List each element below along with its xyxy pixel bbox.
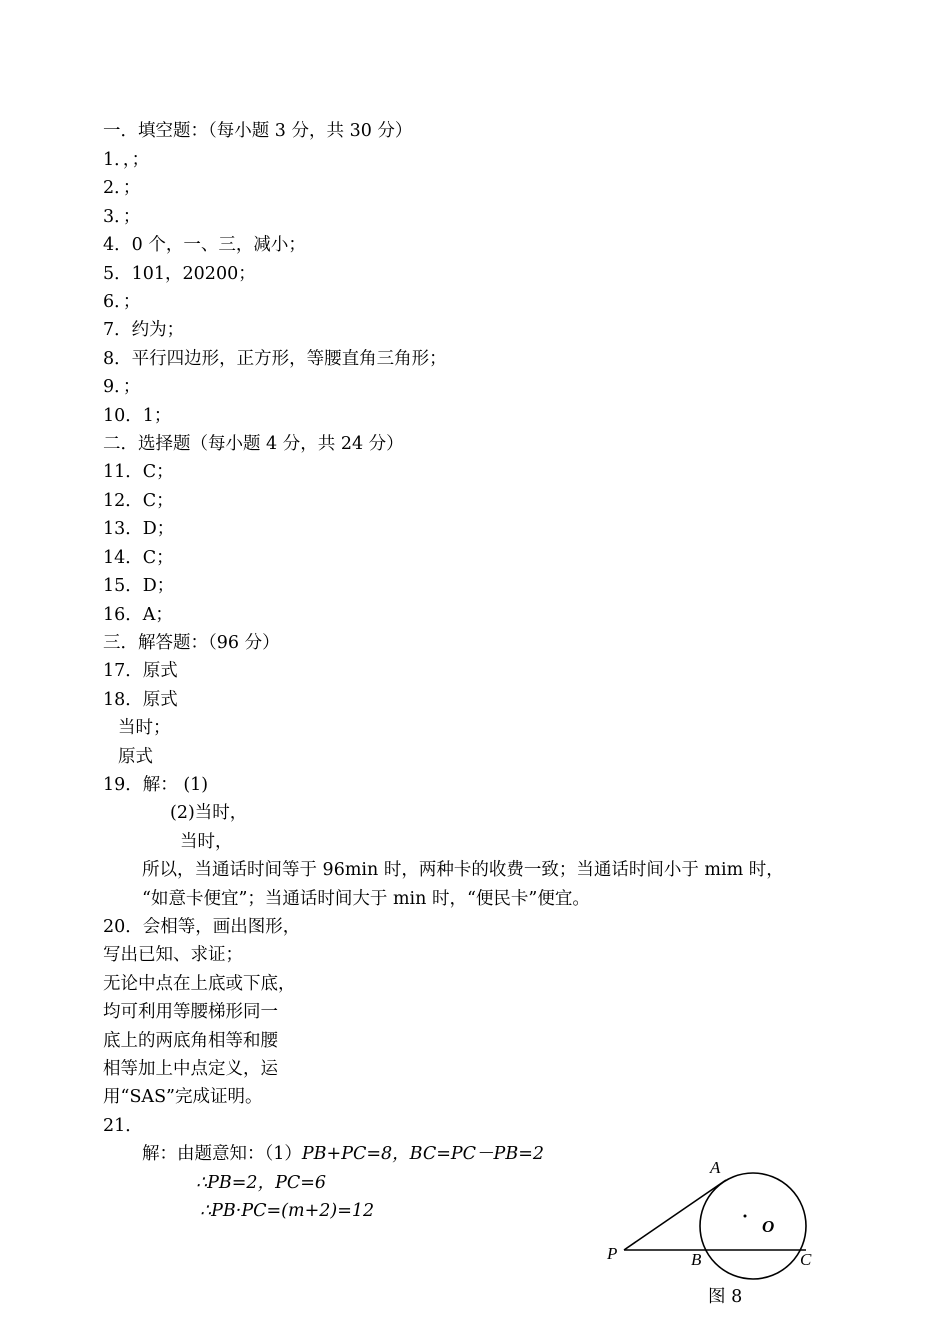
answer-21-line1-prefix: 解：由题意知：（1） (142, 1144, 302, 1164)
answer-20-line5: 底上的两底角相等和腰 (103, 1031, 278, 1051)
answer-19-line1: 19．解： (1) (103, 775, 209, 795)
answer-10: 10．1； (103, 406, 172, 426)
answer-7: 7．约为； (103, 320, 185, 340)
answer-3: 3．； (103, 207, 141, 227)
answer-16: 16．A； (103, 605, 173, 625)
section2-heading: 二．选择题（每小题 4 分，共 24 分） (103, 434, 404, 454)
answer-20-line1: 20．会相等，画出图形， (103, 917, 301, 937)
answer-11: 11．C； (103, 462, 174, 482)
tangent-line-pa (624, 1180, 726, 1250)
answer-17: 17．原式 (103, 661, 178, 681)
answer-2: 2．； (103, 178, 141, 198)
circle-o (700, 1173, 806, 1279)
answer-9: 9．； (103, 377, 141, 397)
answer-20-line3: 无论中点在上底或下底， (103, 974, 296, 994)
answer-4: 4．0 个，一、三，减小； (103, 235, 306, 255)
answer-15: 15．D； (103, 576, 175, 596)
answer-20-line6: 相等加上中点定义，运 (103, 1059, 278, 1079)
label-c: C (800, 1250, 812, 1269)
answer-19-line3: 当时， (180, 832, 233, 852)
answer-8: 8．平行四边形，正方形，等腰直角三角形； (103, 349, 447, 369)
answer-6: 6．； (103, 292, 141, 312)
answer-18-line3: 原式 (118, 747, 153, 767)
answer-21-line1-math: PB+PC=8，BC=PC－PB=2 (301, 1144, 544, 1164)
answer-19-line5: “如意卡便宜”；当通话时间大于 min 时，“便民卡”便宜。 (142, 889, 590, 909)
answer-20-line4: 均可利用等腰梯形同一 (103, 1002, 278, 1022)
answer-21-line1 (142, 1143, 544, 1165)
section1-heading: 一．填空题：（每小题 3 分，共 30 分） (103, 121, 413, 141)
label-o: O (762, 1217, 775, 1236)
answer-18-line1: 18．原式 (103, 690, 178, 710)
answer-20-line7: 用“SAS”完成证明。 (103, 1087, 263, 1107)
center-point (744, 1215, 747, 1218)
answer-18-line2: 当时； (118, 718, 171, 738)
figure-8-caption: 图 8 (708, 1287, 743, 1307)
label-p: P (607, 1244, 618, 1263)
answer-13: 13．D； (103, 519, 175, 539)
answer-21-number: 21． (103, 1116, 143, 1136)
answer-5: 5．101，20200； (103, 264, 256, 284)
answer-20-line2: 写出已知、求证； (103, 945, 243, 965)
answer-19-line4: 所以，当通话时间等于 96min 时，两种卡的收费一致；当通话时间小于 mim 时， (142, 860, 784, 880)
section3-heading: 三．解答题：（96 分） (103, 633, 280, 653)
answer-21-line2: ∴PB=2，PC=6 (196, 1173, 327, 1193)
answer-19-line2: (2)当时， (170, 803, 248, 823)
answer-14: 14．C； (103, 548, 174, 568)
answer-12: 12．C； (103, 491, 174, 511)
answer-1: 1．，； (103, 150, 150, 170)
label-a: A (710, 1158, 721, 1177)
label-b: B (691, 1250, 702, 1269)
answer-21-line3: ∴PB·PC=(m+2)=12 (200, 1201, 375, 1221)
